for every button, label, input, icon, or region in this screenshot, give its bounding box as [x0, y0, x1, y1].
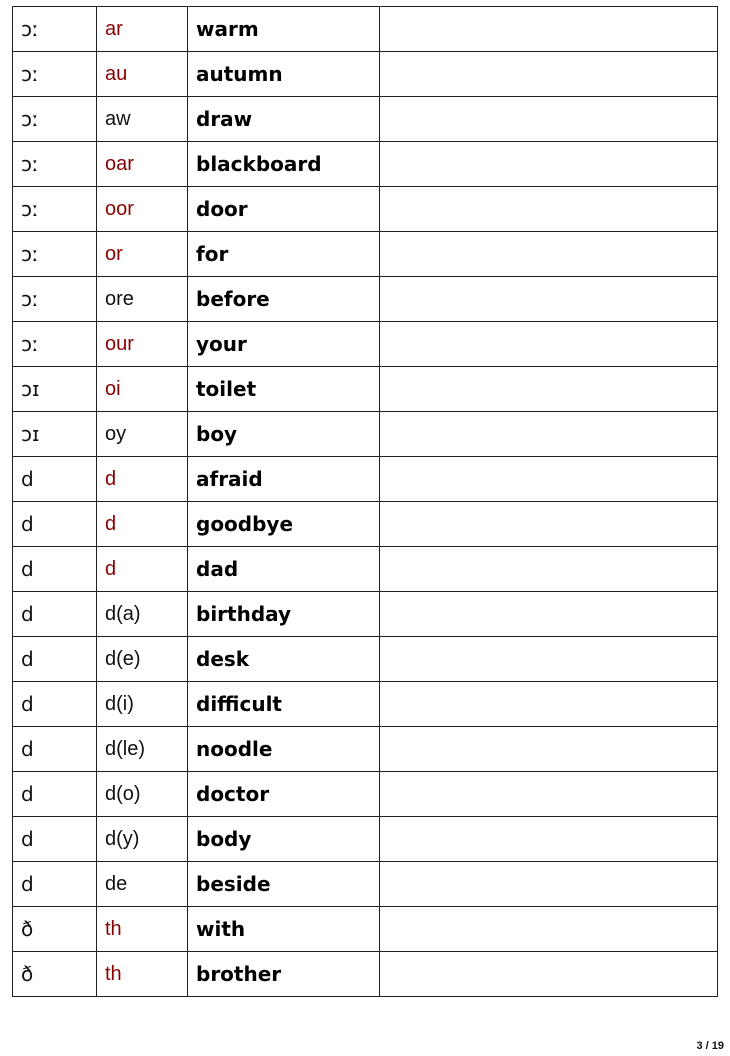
ipa-symbol-cell: d — [13, 547, 97, 592]
ipa-symbol-cell: d — [13, 592, 97, 637]
spelling-pattern-cell: au — [97, 52, 188, 97]
empty-notes-cell — [380, 772, 718, 817]
ipa-symbol-cell: ɔː — [13, 322, 97, 367]
table-row — [13, 367, 718, 412]
empty-notes-cell — [380, 952, 718, 997]
empty-notes-cell — [380, 637, 718, 682]
spelling-pattern-cell: d — [97, 457, 188, 502]
example-word-cell: your — [188, 322, 380, 367]
table-row — [13, 502, 718, 547]
ipa-symbol-cell: d — [13, 772, 97, 817]
spelling-pattern-cell: ar — [97, 7, 188, 52]
example-word-cell: toilet — [188, 367, 380, 412]
spelling-pattern-cell: d(o) — [97, 772, 188, 817]
table-row — [13, 277, 718, 322]
ipa-symbol-cell: ɔː — [13, 52, 97, 97]
phonics-table — [12, 6, 718, 997]
spelling-pattern-cell: oar — [97, 142, 188, 187]
example-word-cell: brother — [188, 952, 380, 997]
empty-notes-cell — [380, 232, 718, 277]
example-word-cell: autumn — [188, 52, 380, 97]
table-row — [13, 952, 718, 997]
empty-notes-cell — [380, 187, 718, 232]
spelling-pattern-cell: oi — [97, 367, 188, 412]
empty-notes-cell — [380, 907, 718, 952]
ipa-symbol-cell: ɔɪ — [13, 412, 97, 457]
empty-notes-cell — [380, 457, 718, 502]
ipa-symbol-cell: d — [13, 817, 97, 862]
empty-notes-cell — [380, 547, 718, 592]
ipa-symbol-cell: d — [13, 457, 97, 502]
example-word-cell: blackboard — [188, 142, 380, 187]
table-row — [13, 727, 718, 772]
page-number: 3 / 19 — [696, 1040, 724, 1052]
empty-notes-cell — [380, 412, 718, 457]
ipa-symbol-cell: d — [13, 727, 97, 772]
table-row — [13, 907, 718, 952]
example-word-cell: birthday — [188, 592, 380, 637]
example-word-cell: before — [188, 277, 380, 322]
empty-notes-cell — [380, 97, 718, 142]
empty-notes-cell — [380, 322, 718, 367]
ipa-symbol-cell: ɔː — [13, 232, 97, 277]
example-word-cell: noodle — [188, 727, 380, 772]
spelling-pattern-cell: ore — [97, 277, 188, 322]
spelling-pattern-cell: d — [97, 502, 188, 547]
spelling-pattern-cell: th — [97, 907, 188, 952]
empty-notes-cell — [380, 817, 718, 862]
example-word-cell: difficult — [188, 682, 380, 727]
empty-notes-cell — [380, 502, 718, 547]
example-word-cell: dad — [188, 547, 380, 592]
empty-notes-cell — [380, 367, 718, 412]
example-word-cell: desk — [188, 637, 380, 682]
example-word-cell: beside — [188, 862, 380, 907]
table-row — [13, 772, 718, 817]
ipa-symbol-cell: d — [13, 682, 97, 727]
example-word-cell: doctor — [188, 772, 380, 817]
example-word-cell: goodbye — [188, 502, 380, 547]
table-row — [13, 547, 718, 592]
spelling-pattern-cell: d(y) — [97, 817, 188, 862]
ipa-symbol-cell: ɔː — [13, 187, 97, 232]
spelling-pattern-cell: d(le) — [97, 727, 188, 772]
table-row — [13, 187, 718, 232]
ipa-symbol-cell: ɔː — [13, 277, 97, 322]
table-row — [13, 232, 718, 277]
example-word-cell: for — [188, 232, 380, 277]
spelling-pattern-cell: oor — [97, 187, 188, 232]
example-word-cell: boy — [188, 412, 380, 457]
table-row — [13, 142, 718, 187]
ipa-symbol-cell: ɔː — [13, 7, 97, 52]
table-row — [13, 862, 718, 907]
spelling-pattern-cell: d — [97, 547, 188, 592]
empty-notes-cell — [380, 682, 718, 727]
table-row — [13, 682, 718, 727]
ipa-symbol-cell: ɔː — [13, 97, 97, 142]
spelling-pattern-cell: our — [97, 322, 188, 367]
table-row — [13, 412, 718, 457]
ipa-symbol-cell: ð — [13, 952, 97, 997]
phonics-table-body — [13, 7, 718, 997]
spelling-pattern-cell: or — [97, 232, 188, 277]
ipa-symbol-cell: ɔɪ — [13, 367, 97, 412]
spelling-pattern-cell: d(e) — [97, 637, 188, 682]
table-row — [13, 97, 718, 142]
example-word-cell: afraid — [188, 457, 380, 502]
table-row — [13, 7, 718, 52]
example-word-cell: door — [188, 187, 380, 232]
spelling-pattern-cell: de — [97, 862, 188, 907]
table-row — [13, 817, 718, 862]
example-word-cell: body — [188, 817, 380, 862]
spelling-pattern-cell: aw — [97, 97, 188, 142]
spelling-pattern-cell: d(a) — [97, 592, 188, 637]
empty-notes-cell — [380, 727, 718, 772]
table-row — [13, 322, 718, 367]
example-word-cell: with — [188, 907, 380, 952]
spelling-pattern-cell: oy — [97, 412, 188, 457]
spelling-pattern-cell: d(i) — [97, 682, 188, 727]
empty-notes-cell — [380, 142, 718, 187]
table-row — [13, 637, 718, 682]
example-word-cell: warm — [188, 7, 380, 52]
spelling-pattern-cell: th — [97, 952, 188, 997]
ipa-symbol-cell: ð — [13, 907, 97, 952]
empty-notes-cell — [380, 277, 718, 322]
table-row — [13, 457, 718, 502]
ipa-symbol-cell: d — [13, 637, 97, 682]
ipa-symbol-cell: ɔː — [13, 142, 97, 187]
empty-notes-cell — [380, 592, 718, 637]
ipa-symbol-cell: d — [13, 862, 97, 907]
table-row — [13, 592, 718, 637]
example-word-cell: draw — [188, 97, 380, 142]
empty-notes-cell — [380, 52, 718, 97]
ipa-symbol-cell: d — [13, 502, 97, 547]
empty-notes-cell — [380, 862, 718, 907]
empty-notes-cell — [380, 7, 718, 52]
table-row — [13, 52, 718, 97]
